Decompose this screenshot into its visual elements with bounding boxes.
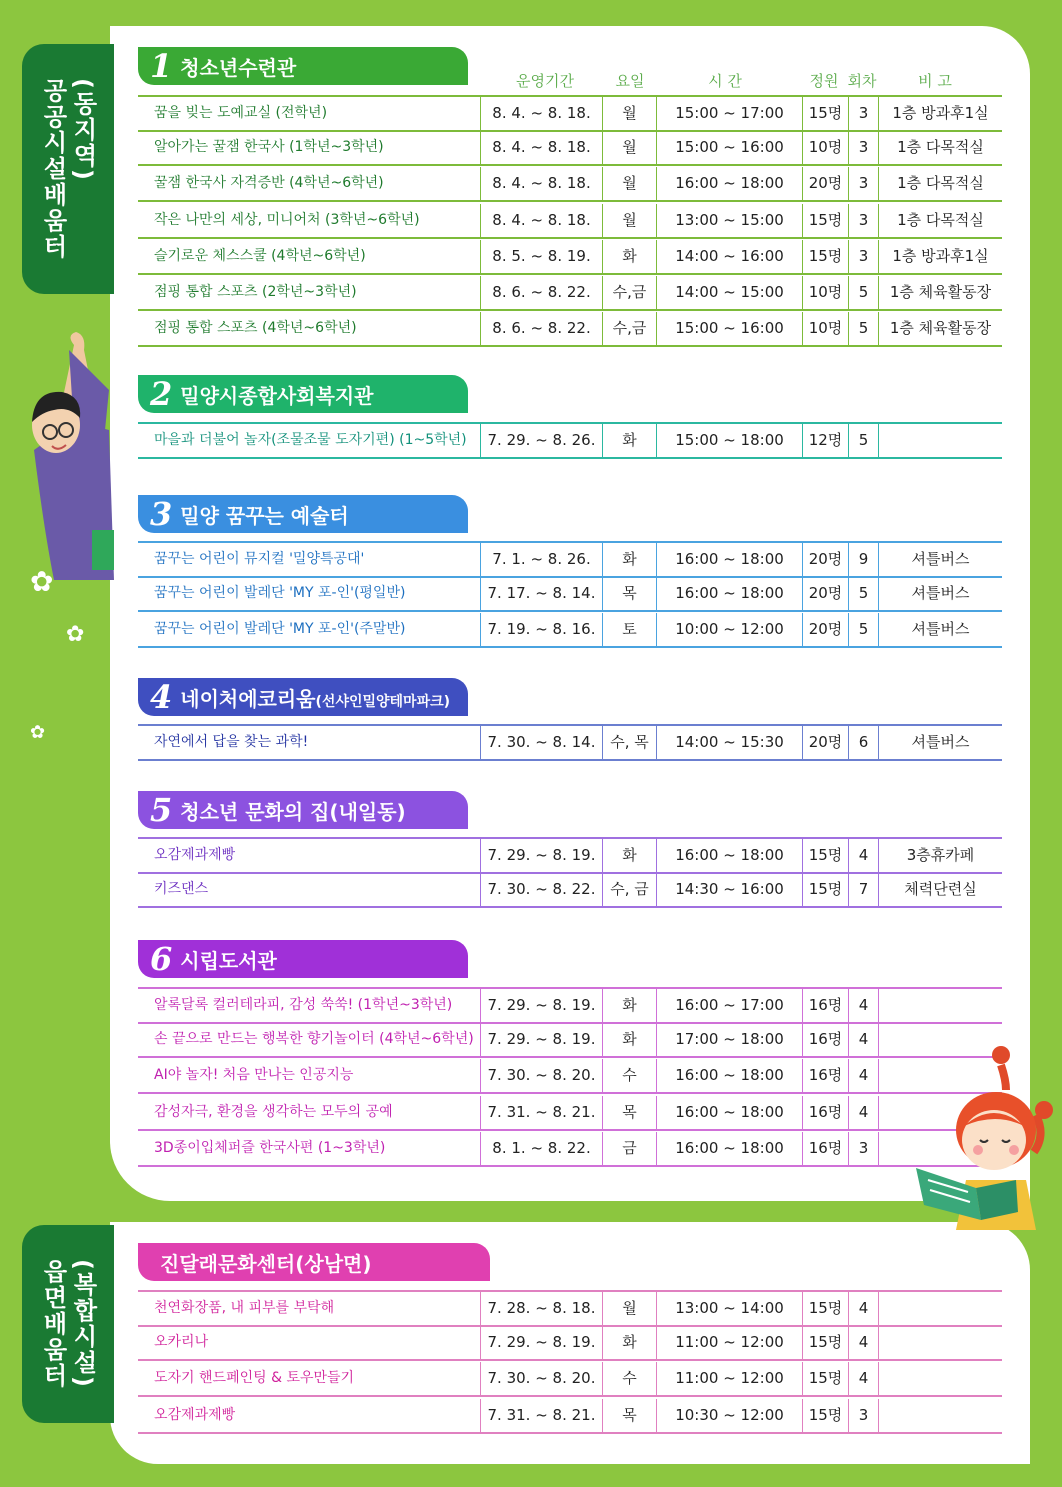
section-number: 5 (150, 791, 173, 829)
program-count: 4 (848, 989, 878, 1022)
program-day: 금 (602, 1132, 656, 1165)
program-day: 수,금 (602, 276, 656, 309)
program-period: 8. 5. ~ 8. 19. (480, 240, 602, 273)
section-title (138, 791, 468, 829)
program-count: 3 (848, 204, 878, 237)
section-name: 청소년수련관 (180, 55, 297, 80)
program-capacity: 20명 (802, 577, 848, 610)
program-count: 4 (848, 1096, 878, 1129)
program-capacity: 15명 (802, 204, 848, 237)
program-name: 천연화장품, 내 피부를 부탁해 (154, 1300, 335, 1316)
program-note (878, 1292, 1002, 1325)
program-period: 8. 1. ~ 8. 22. (480, 1132, 602, 1165)
section-name: 밀양 꿈꾸는 예술터 (180, 503, 349, 528)
program-name: AI야 놀자! 처음 만나는 인공지능 (154, 1067, 354, 1084)
program-period: 7. 29. ~ 8. 19. (480, 839, 602, 872)
boy-character-icon (14, 330, 114, 580)
program-day: 화 (602, 240, 656, 273)
program-day: 토 (602, 613, 656, 646)
table-row (138, 613, 1002, 648)
program-count: 9 (848, 543, 878, 576)
program-period: 8. 6. ~ 8. 22. (480, 312, 602, 345)
section-name: 진달래문화센터(상남면) (160, 1251, 372, 1276)
table-row (138, 131, 1002, 166)
program-day: 수, 목 (602, 726, 656, 759)
section-number: 1 (150, 47, 173, 85)
program-time: 16:00 ~ 18:00 (656, 1096, 802, 1129)
program-time: 10:00 ~ 12:00 (656, 613, 802, 646)
program-count: 4 (848, 1292, 878, 1325)
program-day: 화 (602, 1326, 656, 1359)
program-count: 4 (848, 1362, 878, 1395)
header-time: 시 간 (708, 72, 742, 90)
program-capacity: 16명 (802, 1096, 848, 1129)
program-note: 셔틀버스 (878, 726, 1002, 759)
program-capacity: 20명 (802, 543, 848, 576)
side-tab-complex-facilities (22, 1225, 114, 1423)
table-row (138, 1399, 1002, 1434)
program-name: 알아가는 꿀잼 한국사 (1학년~3학년) (154, 139, 384, 156)
program-capacity: 15명 (802, 97, 848, 130)
table-row (138, 1059, 1002, 1094)
program-count: 5 (848, 577, 878, 610)
program-time: 16:00 ~ 18:00 (656, 577, 802, 610)
side-tab-label: (복합시설) 읍면배움터 (39, 1259, 97, 1389)
program-capacity: 15명 (802, 873, 848, 906)
table-row (138, 1362, 1002, 1397)
program-day: 목 (602, 1096, 656, 1129)
header-day: 요일 (615, 72, 645, 90)
table-row (138, 987, 1002, 1024)
program-time: 14:00 ~ 15:30 (656, 726, 802, 759)
section-number: 6 (150, 940, 173, 978)
girl-reading-character-icon (906, 1040, 1056, 1230)
table-row (138, 1096, 1002, 1131)
program-count: 7 (848, 873, 878, 906)
program-time: 11:00 ~ 12:00 (656, 1362, 802, 1395)
program-period: 7. 29. ~ 8. 19. (480, 1023, 602, 1056)
program-note: 1층 다목적실 (878, 167, 1002, 200)
program-note (878, 424, 1002, 457)
program-name: 슬기로운 체스스쿨 (4학년~6학년) (154, 247, 366, 264)
section-number: 4 (150, 678, 173, 716)
header-period: 운영기간 (516, 72, 574, 90)
program-time: 16:00 ~ 18:00 (656, 1132, 802, 1165)
program-period: 7. 28. ~ 8. 18. (480, 1292, 602, 1325)
program-capacity: 20명 (802, 726, 848, 759)
header-note: 비 고 (918, 72, 952, 90)
section-number: 3 (150, 495, 173, 533)
program-count: 3 (848, 1399, 878, 1432)
program-day: 수,금 (602, 312, 656, 345)
program-name: 감성자극, 환경을 생각하는 모두의 공예 (154, 1103, 393, 1120)
program-note: 1층 체육활동장 (878, 276, 1002, 309)
program-time: 15:00 ~ 16:00 (656, 131, 802, 164)
program-time: 15:00 ~ 18:00 (656, 424, 802, 457)
program-name: 오감제과제빵 (154, 847, 236, 863)
section-title (138, 1243, 490, 1281)
program-day: 화 (602, 839, 656, 872)
program-capacity: 16명 (802, 1059, 848, 1092)
program-note (878, 1362, 1002, 1395)
program-count: 4 (848, 1326, 878, 1359)
program-capacity: 16명 (802, 1132, 848, 1165)
program-period: 7. 30. ~ 8. 14. (480, 726, 602, 759)
program-time: 13:00 ~ 15:00 (656, 204, 802, 237)
program-note (878, 1326, 1002, 1359)
program-name: 자연에서 답을 찾는 과학! (154, 734, 309, 750)
program-count: 5 (848, 276, 878, 309)
program-count: 3 (848, 167, 878, 200)
program-day: 수 (602, 1362, 656, 1395)
program-time: 16:00 ~ 18:00 (656, 167, 802, 200)
program-count: 3 (848, 97, 878, 130)
program-time: 16:00 ~ 18:00 (656, 839, 802, 872)
table-row (138, 577, 1002, 612)
table-row (138, 204, 1002, 239)
program-period: 7. 17. ~ 8. 14. (480, 577, 602, 610)
program-count: 3 (848, 131, 878, 164)
program-period: 7. 19. ~ 8. 16. (480, 613, 602, 646)
program-name: 오카리나 (154, 1334, 209, 1351)
program-day: 월 (602, 97, 656, 130)
program-name: 꿈을 빚는 도예교실 (전학년) (154, 105, 328, 121)
program-day: 월 (602, 131, 656, 164)
program-period: 7. 1. ~ 8. 26. (480, 543, 602, 576)
program-count: 4 (848, 1059, 878, 1092)
section-name: 시립도서관 (180, 948, 277, 973)
program-capacity: 15명 (802, 839, 848, 872)
program-time: 14:30 ~ 16:00 (656, 873, 802, 906)
program-time: 16:00 ~ 17:00 (656, 989, 802, 1022)
program-count: 6 (848, 726, 878, 759)
program-capacity: 16명 (802, 1023, 848, 1056)
program-count: 4 (848, 1023, 878, 1056)
table-row (138, 240, 1002, 275)
program-time: 16:00 ~ 18:00 (656, 1059, 802, 1092)
program-period: 7. 31. ~ 8. 21. (480, 1096, 602, 1129)
program-note: 셔틀버스 (878, 577, 1002, 610)
program-capacity: 20명 (802, 613, 848, 646)
program-count: 5 (848, 613, 878, 646)
program-day: 월 (602, 167, 656, 200)
program-note (878, 1399, 1002, 1432)
table-row (138, 873, 1002, 908)
program-day: 화 (602, 424, 656, 457)
program-period: 7. 30. ~ 8. 20. (480, 1362, 602, 1395)
program-capacity: 16명 (802, 989, 848, 1022)
table-row (138, 1326, 1002, 1361)
program-note (878, 989, 1002, 1022)
section-subtitle: (선샤인밀양테마파크) (315, 693, 451, 710)
program-period: 8. 4. ~ 8. 18. (480, 167, 602, 200)
header-capacity: 정원 (809, 72, 839, 90)
program-time: 16:00 ~ 18:00 (656, 543, 802, 576)
program-name: 알록달록 컬러테라피, 감성 쑥쑥! (1학년~3학년) (154, 997, 453, 1013)
program-day: 화 (602, 543, 656, 576)
program-day: 화 (602, 1023, 656, 1056)
header-count: 회차 (847, 72, 877, 90)
program-day: 목 (602, 1399, 656, 1432)
table-row (138, 541, 1002, 578)
program-time: 14:00 ~ 15:00 (656, 276, 802, 309)
program-name: 키즈댄스 (154, 881, 209, 898)
program-note: 체력단련실 (878, 873, 1002, 906)
program-name: 오감제과제빵 (154, 1406, 236, 1423)
program-note: 1층 다목적실 (878, 204, 1002, 237)
program-time: 15:00 ~ 17:00 (656, 97, 802, 130)
program-period: 8. 4. ~ 8. 18. (480, 131, 602, 164)
section-name: 청소년 문화의 집(내일동) (180, 799, 406, 824)
program-day: 수, 금 (602, 873, 656, 906)
section-number: 2 (150, 375, 173, 413)
table-row (138, 276, 1002, 311)
section-title (138, 495, 468, 533)
program-name: 마을과 더불어 놀자(조물조물 도자기편) (1~5학년) (154, 432, 467, 448)
program-name: 3D종이입체퍼즐 한국사편 (1~3학년) (154, 1139, 386, 1156)
program-name: 꿈꾸는 어린이 뮤지컬 '밀양특공대' (154, 551, 365, 567)
program-time: 11:00 ~ 12:00 (656, 1326, 802, 1359)
program-name: 점핑 통합 스포츠 (4학년~6학년) (154, 320, 357, 337)
program-capacity: 10명 (802, 276, 848, 309)
program-note: 3층휴카페 (878, 839, 1002, 872)
program-period: 7. 30. ~ 8. 22. (480, 873, 602, 906)
program-count: 3 (848, 1132, 878, 1165)
program-name: 손 끝으로 만드는 행복한 향기놀이터 (4학년~6학년) (154, 1031, 474, 1048)
program-capacity: 15명 (802, 1362, 848, 1395)
table-row (138, 724, 1002, 761)
program-time: 15:00 ~ 16:00 (656, 312, 802, 345)
program-period: 7. 31. ~ 8. 21. (480, 1399, 602, 1432)
table-row (138, 837, 1002, 874)
program-count: 5 (848, 424, 878, 457)
program-note: 1층 다목적실 (878, 131, 1002, 164)
program-period: 7. 29. ~ 8. 19. (480, 989, 602, 1022)
program-note: 1층 방과후1실 (878, 240, 1002, 273)
program-time: 13:00 ~ 14:00 (656, 1292, 802, 1325)
program-capacity: 15명 (802, 1399, 848, 1432)
program-time: 17:00 ~ 18:00 (656, 1023, 802, 1056)
program-day: 수 (602, 1059, 656, 1092)
section-title (138, 47, 468, 85)
program-note: 셔틀버스 (878, 543, 1002, 576)
table-row (138, 422, 1002, 459)
program-day: 월 (602, 1292, 656, 1325)
program-name: 작은 나만의 세상, 미니어처 (3학년~6학년) (154, 211, 420, 228)
flower-icon: ✿ (30, 565, 54, 598)
program-name: 점핑 통합 스포츠 (2학년~3학년) (154, 284, 357, 300)
program-time: 14:00 ~ 16:00 (656, 240, 802, 273)
program-period: 7. 29. ~ 8. 26. (480, 424, 602, 457)
program-note: 1층 방과후1실 (878, 97, 1002, 130)
program-period: 8. 4. ~ 8. 18. (480, 204, 602, 237)
program-day: 화 (602, 989, 656, 1022)
program-day: 월 (602, 204, 656, 237)
program-period: 7. 30. ~ 8. 20. (480, 1059, 602, 1092)
program-count: 4 (848, 839, 878, 872)
program-capacity: 15명 (802, 1292, 848, 1325)
program-day: 목 (602, 577, 656, 610)
program-note: 1층 체육활동장 (878, 312, 1002, 345)
section-name: 밀양시종합사회복지관 (180, 383, 374, 408)
program-period: 8. 6. ~ 8. 22. (480, 276, 602, 309)
side-tab-label: (동지역) 공공시설배움터 (39, 78, 97, 260)
program-capacity: 15명 (802, 240, 848, 273)
program-capacity: 10명 (802, 131, 848, 164)
flower-icon: ✿ (66, 622, 85, 647)
program-period: 7. 29. ~ 8. 19. (480, 1326, 602, 1359)
side-tab-public-facilities (22, 44, 114, 294)
section-title (138, 940, 468, 978)
program-period: 8. 4. ~ 8. 18. (480, 97, 602, 130)
program-count: 5 (848, 312, 878, 345)
program-name: 꿈꾸는 어린이 발레단 'MY 포-인'(평일반) (154, 585, 406, 602)
section-name: 네이처에코리움 (180, 686, 316, 711)
section-title (138, 678, 468, 716)
program-name: 꿈꾸는 어린이 발레단 'MY 포-인'(주말반) (154, 621, 406, 638)
table-row (138, 312, 1002, 347)
table-row (138, 1290, 1002, 1327)
program-capacity: 15명 (802, 1326, 848, 1359)
flower-icon: ✿ (30, 722, 46, 743)
program-note: 셔틀버스 (878, 613, 1002, 646)
program-time: 10:30 ~ 12:00 (656, 1399, 802, 1432)
table-row (138, 95, 1002, 132)
section-title (138, 375, 468, 413)
program-count: 3 (848, 240, 878, 273)
program-capacity: 12명 (802, 424, 848, 457)
program-capacity: 20명 (802, 167, 848, 200)
table-row (138, 1132, 1002, 1167)
program-capacity: 10명 (802, 312, 848, 345)
table-row (138, 167, 1002, 202)
program-name: 꿀잼 한국사 자격증반 (4학년~6학년) (154, 175, 384, 192)
program-name: 도자기 핸드페인팅 & 토우만들기 (154, 1370, 355, 1387)
table-row (138, 1023, 1002, 1058)
